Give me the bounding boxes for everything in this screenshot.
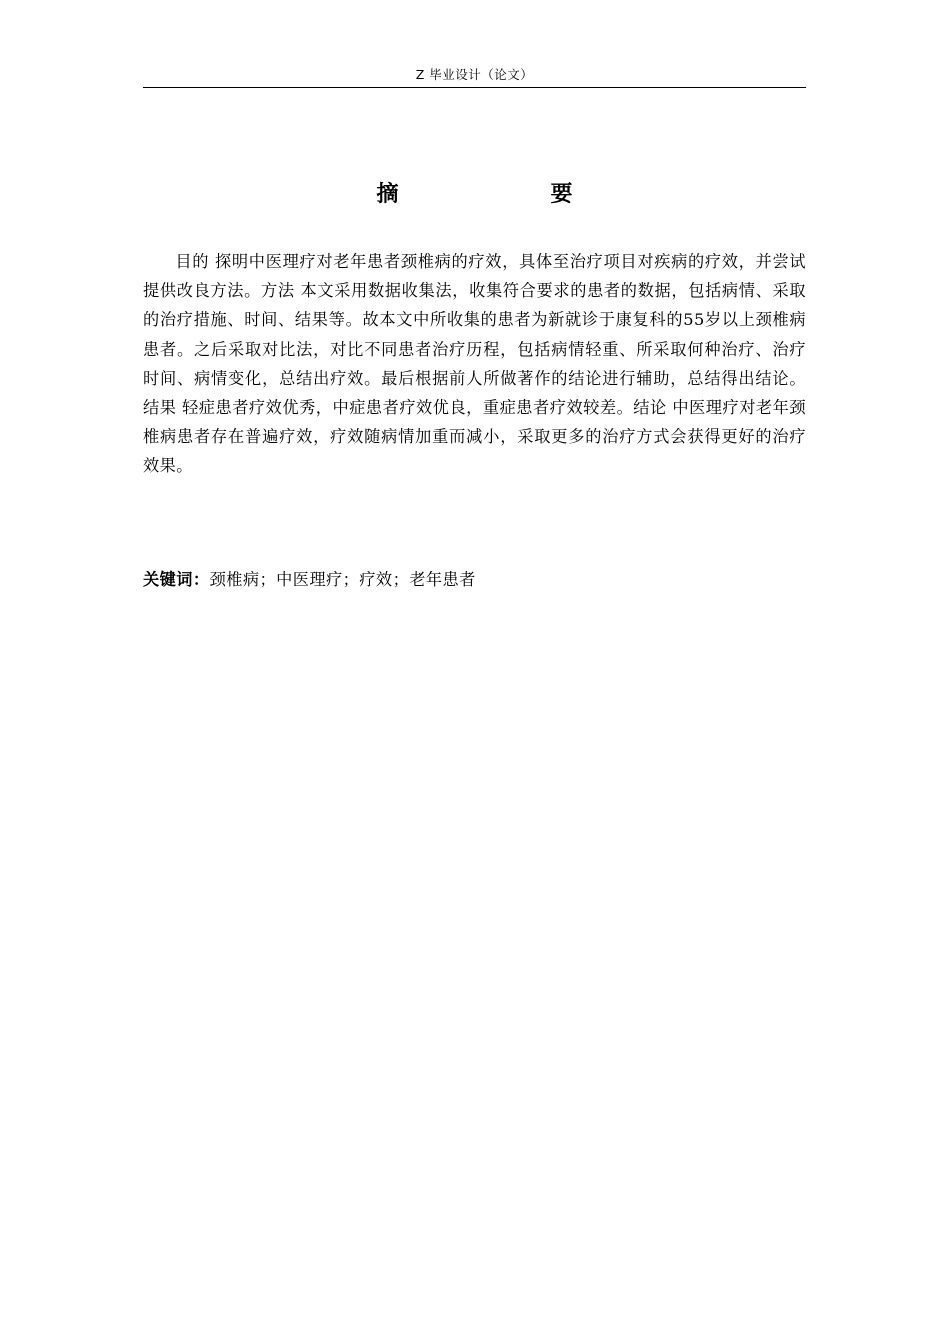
abstract-body: 目的 探明中医理疗对老年患者颈椎病的疗效，具体至治疗项目对疾病的疗效，并尝试提供改良方法。方法 本文采用数据收集法，收集符合要求的患者的数据，包括病情、采取的治疗措施、时间、结果等。故本文中所收集的患者为新就诊于康复科的55岁以上颈椎病患者。之后采取对比法，对比不同患者治疗历程，包括病情轻重、所采取何种治疗、治疗时间、病情变化，总结出疗效。最后根据前人所做著作的结论进行辅助，总结得出结论。结果 轻症患者疗效优秀，中症患者疗效优良，重症患者疗效较差。结论 中医理疗对老年颈椎病患者存在普遍疗效，疗效随病情加重而减小，采取更多的治疗方式会获得更好的治疗效果。: [143, 252, 806, 476]
page-header: Z 毕业设计（论文）: [415, 67, 534, 82]
keywords-line: [143, 565, 806, 594]
abstract-title: 摘 要: [376, 182, 609, 207]
keywords-value: 颈椎病；中医理疗；疗效；老年患者: [209, 570, 476, 589]
header-rule: [143, 87, 806, 88]
keywords-label: 关键词：: [143, 570, 210, 589]
